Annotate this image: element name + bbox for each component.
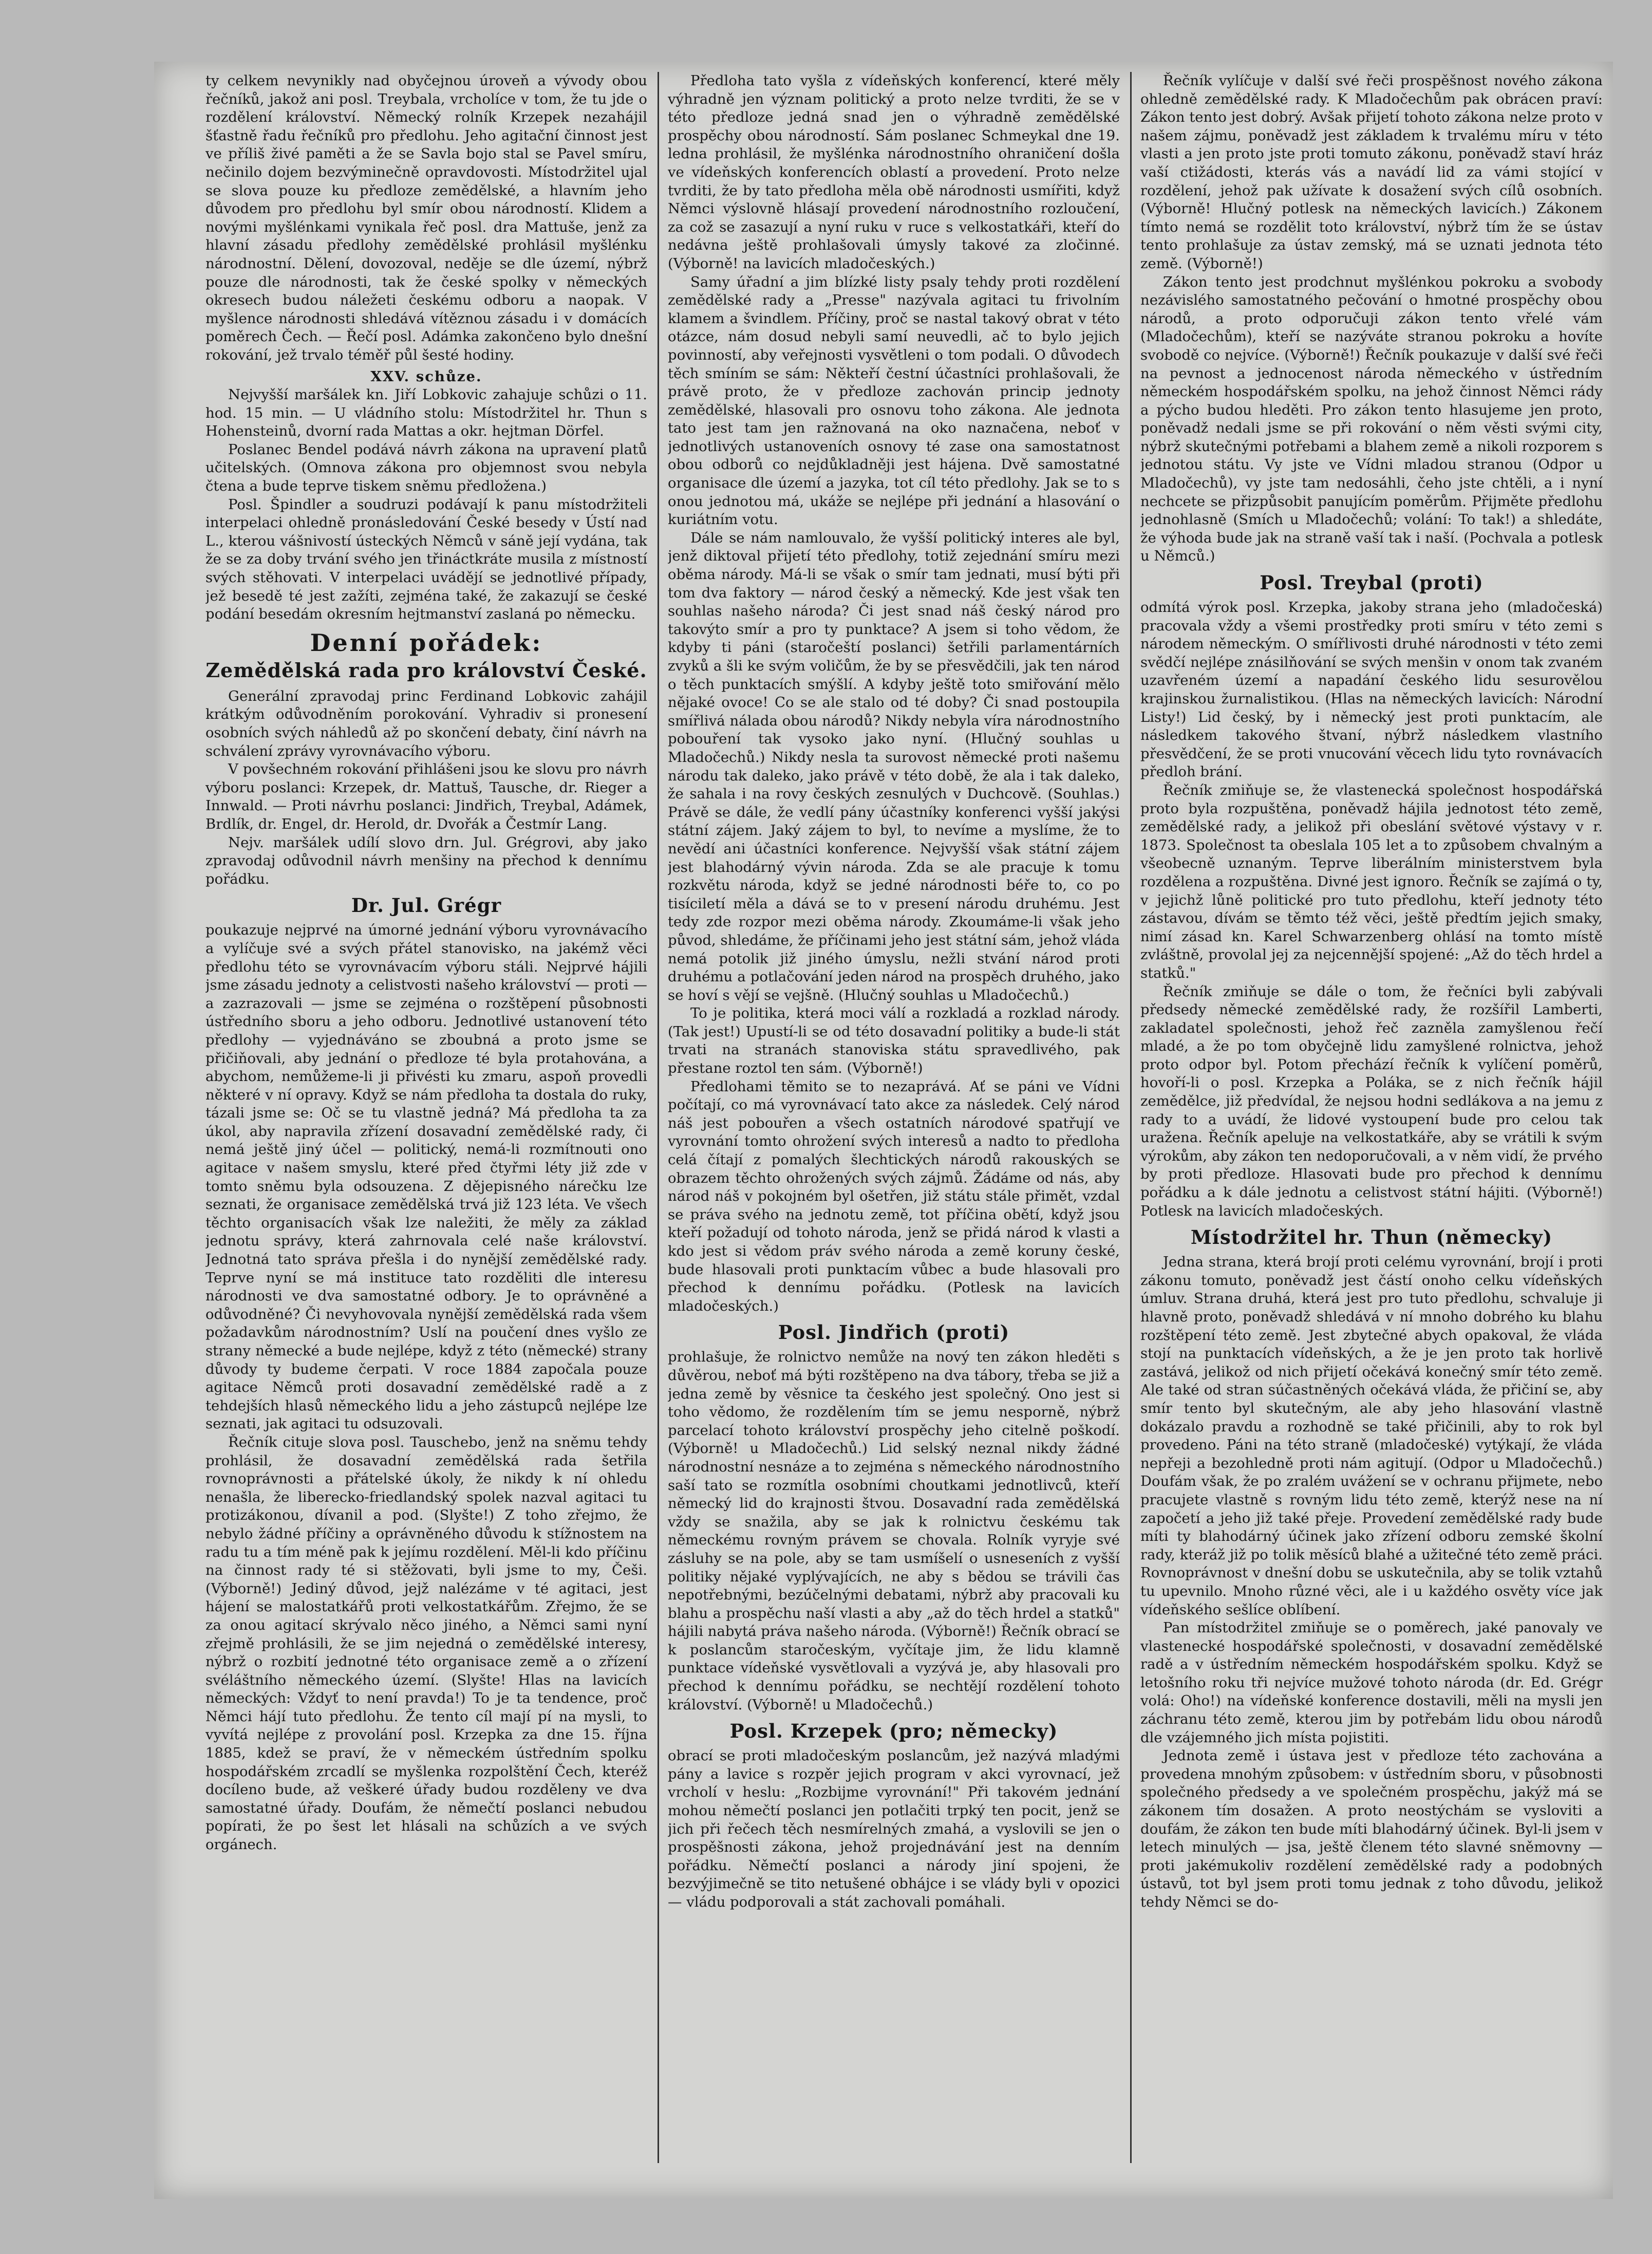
paragraph: Nejv. maršálek udílí slovo drn. Jul. Grégrovi, aby jako zpravodaj odůvodnil návrh menšiny na přechod k dennímu pořádku. — [205, 834, 647, 887]
paragraph: Řečník zmiňuje se, že vlastenecká společnost hospodářská proto byla rozpuštěna, poněvadž hájila jednotost této země, zemědělské rady, a jelikož při obeslání světové výstavy v r. 1873. Společnost ta obeslala 105 let a to způsobem chvalným a všeobecně uznaným. Teprve liberálním ministerstvem byla rozdělena a rozpuštěna. Divné jest ignoro. Řečník se zajímá o ty, v jejichž lůně politické pro tuto předlohu, kteří jednoty této zástavou, dívám se těmto též věci, ještě předtím jejich smaky, nimí zásad kn. Karel Schwarzenberg ohlásí na tomto místě zvláštně, provolal jej za nejcennější spojené: „Až do těch hrdel a statků." — [1140, 781, 1603, 981]
section-title: Denní pořádek: — [310, 628, 543, 657]
paragraph: Nejvyšší maršálek kn. Jiří Lobkovic zahajuje schůzi o 11. hod. 15 min. — U vládního stolu: Místodržitel hr. Thun s Hohensteinů, dvorní rada Mattas a okr. hejtman Dörfel. — [205, 386, 647, 440]
speaker-title: Dr. Jul. Grégr — [351, 894, 502, 917]
paragraph: Dále se nám namlouvalo, že vyšší politický interes ale byl, jenž diktoval přijetí této předlohy, totiž zejednání smíru mezi oběma národy. Má-li se však o smír tam jednati, musí býti při tom dva faktory — národ český a německý. Kde jest však ten souhlas našeho národa? Či jest snad náš český národ pro takovýto smír a pro ty punktace? A jsem si toho vědom, že kdyby ti páni (staročeští poslanci) šetřili parlamentárních zvyků a šli ke svým voličům, že by se přesvědčili, jak ten národ o těch punktacích smýšlí. A kdyby ještě toto smiřování mělo nějaké ovoce! Co se ale stalo od té doby? Či snad postoupila smířlivá nálada obou národů? Nikdy nebyla víra národnostního pobouření tak vysoko jako nyní. (Hlučný souhlas u Mladočechů.) Nikdy nesla ta surovost německé proti našemu národu tak daleko, jako právě v této době, že ala i tak daleko, že sahala i na rovy českých zesnulých v Duchcově. (Souhlas.) Právě se dále, že vedlí pány účastníky konferenci vyšší jakýsi státní zájem. Jaký zájem to byl, to nevíme a myslíme, že to nevědí ani účastníci konference. Nejvyšší však státní zájem jest blahodárný vývin národa. Zda se ale pracuje k tomu rozkvětu národa, když se jedné národnosti béře to, co po tisíciletí měla a dává se to v presení národu druhému. Jest tedy zde rozpor mezi oběma národy. Zkoumáme-li však jeho původ, shledáme, že příčinami jeho jest státní sám, jehož vláda nemá potolik již jiného úmyslu, nežli stvání národ proti druhému a potlačování jeden národ na prospěch druhého, jako se hoví s vějí se vejšně. (Hlučný souhlas u Mladočechů.) — [668, 529, 1120, 1003]
speaker-title: Místodržitel hr. Thun (německy) — [1190, 1226, 1553, 1249]
paragraph: Řečník zmiňuje se dále o tom, že řečníci byli zabývali předsedy německé zemědělské rady, že rozšířil Lamberti, zakladatel společnosti, jehož řeč zazněla zamyšlenou řečí mladé, a že po tom obyčejně lidu zamyšlené rolnictva, jehož proto odpor byl. Potom přechází řečník k vylíčení poměrů, hovoří-li o posl. Krzepka a Poláka, se z nich řečník hájil zemědělce, již předvídal, že nejsou hodni sedlákova a na jemu z rady to a uvádí, že lidové vystoupení bude pro celou tak uražena. Řečník apeluje na velkostatkáře, aby se vrátili k svým výrokům, aby zákon ten nedoporučovali, a v něm vidí, že prvého by proti předloze. Hlasovati bude pro přechod k dennímu pořádku a k dále jednotu a celistvost státní hájiti. (Výborně!) Potlesk na lavicích mladočeských. — [1140, 983, 1603, 1219]
sitting-title: XXV. schůze. — [370, 368, 482, 385]
column-rule — [658, 72, 659, 2163]
paragraph: Samy úřadní a jim blízké listy psaly tehdy proti rozdělení zemědělské rady a „Presse" nazývala agitaci tu frivolním klamem a švindlem. Příčiny, proč se nastal takový obrat v této otázce, nám dosud nebyli samí neuvedli, ač to bylo jejich povinností, aby veřejnosti vysvětleni o tom podali. O důvodech těch smíním se sám: Někteří čestní účastníci prohlašovali, že právě proto, že v předloze zachován princip jednoty zemědělské, hlasovali pro osnovu toho zákona. Ale jednota tato jest tam jen ražnovaná na oko naznačena, neboť v jednotlivých ustanoveních osnovy té zase ona samostatnost obou odborů co nejdůkladněji jest hájena. Dvě samostatné organisace dle území a jazyka, tot cíl této předlohy. Jak se to s onou jednotou má, ukáže se nejlépe při jednání a hlasování o kuriátním votu. — [668, 273, 1120, 528]
speaker-title: Posl. Treybal (proti) — [1260, 571, 1484, 594]
paragraph: Pan místodržitel zmiňuje se o poměrech, jaké panovaly ve vlastenecké hospodářské společnosti, v dosavadní zemědělské radě a v ústředním německém hospodářském spolku. Když se letošního roku tři nejvíce mužové tohoto národa (dr. Ed. Grégr volá: Oho!) na vídeňské konference dostavili, měli na mysli jen záchranu této země, kterou jim by potřebám lidu obou národů dle vzájemného jich místa pojistiti. — [1140, 1619, 1603, 1746]
paragraph: ty celkem nevynikly nad obyčejnou úroveň a vývody obou řečníků, jakož ani posl. Treybala, vrcholíce v tom, že tu jde o rozdělení království. Německý rolník Krzepek nezahájil šťastně řadu řečníků pro předlohu. Jeho agitační činnost jest ve příliš živé paměti a že se Savla bojo stal se Pavel smíru, nečinilo dojem bezvýminečně opravdovosti. Místodržitel ujal se slova pouze ku předloze zemědělské, a hlavním jeho důvodem pro předlohu byl smír obou národností. Klidem a novými myšlénkami vynikala řeč posl. dra Mattuše, jenž za hlavní zásadu předlohy zemědělské prohlásil myšlénku národnostní. Dělení, dovozoval, neděje se dle území, nýbrž pouze dle národnosti, tak že české spolky v německých okresech budou náležeti českému odboru a naopak. V myšlence národnosti shledává vítěznou zásadu i v domácích poměrech Čech. — Řečí posl. Adámka zakončeno bylo dnešní rokování, jež trvalo téměř půl šesté hodiny. — [205, 72, 647, 363]
paragraph: Zákon tento jest prodchnut myšlénkou pokroku a svobody nezávislého samostatného pečování o hmotné prospěchy obou národů, a proto odporučuji zákon tento vřelé vám (Mladočechům), kteří se nazýváte stranou pokroku a hovíte svobodě co nejvíce. (Výborně!) Řečník poukazuje v další své řeči na pevnost a jednocenost národa německého v ústředním německém hospodářském spolku, na jehož činnost Němci rády a pýcho budou hleděti. Pro zákon tento hlasujeme jen proto, poněvadž nedali jsme se při rokování o něm věsti svými city, nýbrž skutečnými potřebami a blahem země a nikoli rozporem s jednotou státu. Vy jste ve Vídni mladou stranou (Odpor u Mladočechů), vy jste tam nedosáhli, čeho jste chtěli, a i nyní nechcete se přizpůsobit panujícím poměrům. Přijměte předlohu jednohlasně (Smích u Mladočechů; volání: To tak!) a shledáte, že výhoda bude jak na straně vaší tak i naší. (Pochvala a potlesk u Němců.) — [1140, 273, 1603, 565]
paragraph: obrací se proti mladočeským poslancům, jež nazývá mladými pány a lavice s rozpěr jejich program v akci vyrovnací, jež vrcholí v heslu: „Rozbijme vyrovnání!" Při takovém jednání mohou němečtí poslanci jen potlačiti trpký ten pocit, jenž se jich při řečech těch nesmírelných zmahá, a vyslovili se jen o prospěšnosti zákona, jehož projednávání jest na denním pořádku. Němečtí poslanci a národy jiní spojeni, že bezvýjimečně se tito netušené obhájce i se vlády byli v opozici — vládu podporovali a stát zachovali pomáhali. — [668, 1747, 1120, 1910]
column-left — [205, 72, 647, 2163]
paragraph: poukazuje nejprvé na úmorné jednání výboru vyrovnávacího a vylíčuje své a svých přátel stanovisko, na jakémž věci předlohu této se vyrovnávacím výboru stáli. Nejprvé hájili jsme zásadu jednoty a celistvosti našeho království — proti — a zazrazovali — jsme se zejména o rozštěpení působnosti ústředního sboru a jeho odboru. Jednotlivé ustanovení této předlohy — vyjednáváno se zboubná a proto jsme se přičiňovali, aby jednání o předloze té byla protahována, a abychom, nemůžeme-li ji přivésti ku zmaru, aspoň provedli některé v ní opravy. Když se nám předloha ta dostala do ruky, tázali jsme se: Oč se tu vlastně jedná? Má předloha ta za úkol, aby napravila zřízení dosavadní zemědělské rady, či nemá ještě jiný účel — politický, nemá-li rozmítnouti ono agitace v našem smyslu, které před čtyřmi léty již zde v tomto sněmu byla odsouzena. Z dějepisného nárečku lze seznati, že organisace zemědělská trvá již 123 léta. Ve všech těchto organisacích však lze naležiti, že měly za základ jednotu správy, která zahrnovala celé naše království. Jednotná tato správa přešla i do nynější zemědělské rady. Teprve nyní se má instituce tato rozděliti dle interesu národnosti ve dva samostatné odbory. Je to oprávněné a odůvodněné? Či nevyhovovala nynější zemědělská rada všem požadavkům národnostním? Uslí na poučení dnes vyšlo ze strany německé a bude nejlépe, když z této (německé) strany důvody ty budeme čerpati. V roce 1884 započala pouze agitace Němců proti dosavadní zemědělské radě a z tehdejších hlasů německého lidu a jeho zástupců nejlépe lze seznati, jak agitaci tu odsuzovali. — [205, 922, 647, 1432]
agenda-title: Zemědělská rada pro království České. — [205, 658, 647, 682]
paragraph: prohlašuje, že rolnictvo nemůže na nový ten zákon hleděti s důvěrou, neboť má býti rozštěpeno na dva tábory, třeba se již a jedna země by věsnice ta českého jest společný. Ono jest si toho vědomo, že rozdělením tím se jemu nesporně, nýbrž parcelací tohoto království prospěchy jeho citelně poškodí. (Výborně! u Mladočechů.) Lid selský neznal nikdy žádné národnostní nesnáze a to zejména s německého národnostního saší tato se rozmítla osobními choutkami jednotlivců, kteří německý lid do krajnosti štvou. Dosavadní rada zemědělská vždy se snažila, aby se jak k rolnictvu českému tak německému rovným právem se chovala. Rolník vyryje své zásluhy se na pole, aby se tam usmíšelí o usneseních z vyšší politiky nějaké vyplývajících, ne aby s bědou se trávili čas nepotřebnými, bezúčelnými debatami, nýbrž aby pracovali ku blahu a prospěchu naší vlasti a aby „až do těch hrdel a statků" hájili nabytá práva našeho národa. (Výborně!) Řečník obrací se k poslancům staročeským, vyčítaje jim, že lidu klamně punktace vídeňské vysvětlovali a vyzývá je, aby hlasovali pro přechod k dennímu pořádku, se nechtějí rozdělení tohoto království. (Výborně! u Mladočechů.) — [668, 1349, 1120, 1713]
paragraph: Posl. Špindler a soudruzi podávají k panu místodržiteli interpelaci ohledně pronásledování České besedy v Ústí nad L., kterou vášnivostí ústeckých Němců v sáně její vydána, tak že se za doby trvání svého jen třináctkráte musila z místností svých stěhovati. V interpelaci uvádějí se jednotlivé případy, jež besedě té jest zažíti, zejména také, že zakazují se české podání besedám okresním hejtmanství zaslaná po německu. — [205, 496, 647, 623]
paragraph: To je politika, která moci válí a rozkladá a rozklad národy. (Tak jest!) Upustí-li se od této dosavadní politiky a bude-li stát trvati na stranách stanoviska státu spravedlivého, pak přestane roztol ten sám. (Výborně!) — [668, 1005, 1120, 1077]
paragraph: Řečník cituje slova posl. Tauschebo, jenž na sněmu tehdy prohlásil, že dosavadní zemědělská rada šetřila rovnoprávnosti a přátelské úkoly, že nikdy k ní ohledu nenašla, že liberecko-friedlandský spolek nazval agitaci tu protizákonou, dívanil a pod. (Slyšte!) Z toho zřejmo, že nebylo žádné příčiny a oprávněného důvodu k stížnostem na radu tu a tím méně pak k jejímu rozdělení. Měl-li kdo příčinu na činnost rady té si stěžovati, byli jsme to my, Češi. (Výborně!) Jediný důvod, jejž nalézáme v té agitaci, jest hájení se malostatkářů proti velkostatkářům. Zřejmo, že se za onou agitací skrývalo něco jiného, a Němci sami nyní zřejmě prohlásili, že se jim nejedná o zemědělské interesy, nýbrž o rozbití jednotné této organisace země a o zřízení svéláštního německého území. (Slyšte! Hlas na lavicích německých: Vždyť to není pravda!) To je ta tendence, proč Němci hájí tuto předlohu. Že tento cíl mají pí na mysli, to vyvítá nejlépe z provolání posl. Krzepka za dne 15. října 1885, kdež se praví, že v německém ústředním spolku hospodářském zrcadlí se myšlenka rozpolštění Čech, kteréž docíleno bude, až veškeré úřady budou rozděleny ve dva samostatné úřady. Doufám, že němečtí poslanci nebudou popírati, že po šest let hlásali na schůzích a ve svých orgánech. — [205, 1433, 647, 1853]
column-right — [1140, 72, 1603, 2163]
column-rule — [1130, 72, 1132, 2163]
paragraph: Řečník vylíčuje v další své řeči prospěšnost nového zákona ohledně zemědělské rady. K Mladočechům pak obrácen praví: Zákon tento jest dobrý. Avšak přijetí tohoto zákona nelze proto v našem zájmu, poněvadž jest základem k trvalému míru v této vlasti a jen proto jste proti tomuto zákonu, poněvadž staví hráz vaší ctižádosti, kterás vás a navádí lid za vámi stojící v rozdělení, jehož pak užívate k dosažení svých cílů osobních. (Výborně! Hlučný potlesk na německých lavicích.) Zákonem tímto nemá se rozdělit toto království, nýbrž tím že se ústav tento prohlašuje za ústav zemský, má se uznati jednota této země. (Výborně!) — [1140, 72, 1603, 272]
paragraph: Poslanec Bendel podává návrh zákona na upravení platů učitelských. (Omnova zákona pro objemnost svou nebyla čtena a bude teprve tiskem sněmu předložena.) — [205, 441, 647, 495]
speaker-title: Posl. Krzepek (pro; německy) — [729, 1720, 1058, 1743]
paragraph: Předlohami těmito se to nezaprává. Ať se páni ve Vídni počítají, co má vyrovnávací tato akce za následek. Celý národ náš jest pobouřen a všech ostatních národové spatřují ve vyrovnání tomto ohrožení svých interesů a nadto to předloha celá čítají z pomalých šlechtických národů rakouských se obrazem těchto ohrožených svých zájmů. Žádáme od nás, aby národ náš v pokojném byl ošetřen, již státu stále přimět, vzdal se práva svého na jednotu země, tot příčina obětí, když jsou kteří požadují od tohoto národa, jenž se přidá národ k vlasti a kdo jest si vědom práv svého národa a země koruny české, bude hlasovali proti punktacím vůbec a bude hlasovali pro přechod k dennímu pořádku. (Potlesk na lavicích mladočeských.) — [668, 1078, 1120, 1314]
paragraph: V povšechném rokování přihlášeni jsou ke slovu pro návrh výboru poslanci: Krzepek, dr. Mattuš, Tausche, dr. Rieger a Innwald. — Proti návrhu poslanci: Jindřich, Treybal, Adámek, Brdlík, dr. Engel, dr. Herold, dr. Dvořák a Čestmír Lang. — [205, 761, 647, 832]
paragraph: Generální zpravodaj princ Ferdinand Lobkovic zahájil krátkým odůvodněním porokování. Vyhradiv si pronesení osobních svých náhledů až po skončení debaty, činí návrh na schválení zprávy vyrovnávacího výboru. — [205, 687, 647, 759]
paragraph: Předloha tato vyšla z vídeňských konferencí, které měly výhradně jen význam politický a proto nelze tvrditi, že se v této předloze jedná snad jen o výhradně zemědělské prospěchy obou národností. Sám poslanec Schmeykal dne 19. ledna prohlásil, že myšlénka národnostního ohraničení došla ve vídeňských konferencích oblastí a provedení. Proto nelze tvrditi, že by tato předloha měla obě národnosti usmířiti, když Němci výslovně hlásají provedení národnostního rozloučení, za což se zasazují a nyní ruku v ruce s velkostatkáři, kteří do nedávna ještě prohlašovali úmysly takové za zločinné. (Výborně! na lavicích mladočeských.) — [668, 72, 1120, 272]
paragraph: Jedna strana, která brojí proti celému vyrovnání, brojí i proti zákonu tomuto, poněvadž jest částí onoho celku vídeňských úmluv. Strana druhá, která jest pro tuto předlohu, schvaluje ji hlavně proto, poněvadž shledává v ní mnoho dobrého ku blahu rozštěpení této země. Jest zbytečné abych opakoval, že vláda stojí na punktacích vídeňských, a že je jen proto tak horlivě zastává, jelikož od nich přijetí očekává konečný smír této země. Ale také od stran súčastněných očekává vláda, že přičiní se, aby smír tento byl skutečným, ale aby jeho hlasování vlastně dokázalo pravdu a rozhodně se také přičinili, aby to rok byl provedeno. Páni na této straně (mladočeské) vytýkají, že vláda nepřeji a bezohledně proti nám agitují. (Odpor u Mladočechů.) Doufám však, že po zralém uvážení se v ochranu přijmete, nebo pracujete vlastně s rovným lidu této země, kterýž nese na ní započetí a jeho již také přeje. Provedení zemědělské rady bude míti ty blahodárný účinek jako zřízení odboru zemské školní rady, kteráž již po tolik měsíců blahé a užitečné této země práci. Rovnoprávnost v dnešní dobu se uskutečnila, aby se tolik vztahů tu upevnilo. Mnoho různé věci, ale i u každého osvěty více jak vídeňského sešlíce oblíbení. — [1140, 1254, 1603, 1618]
paragraph: Jednota země i ústava jest v předloze této zachována a provedena mnohým způsobem: v ústředním sboru, v působnosti společného předsedy a ve společném prospěchu, jakýž má se zákonem tím dosažen. A proto neostýchám se vysloviti a doufám, že zákon ten bude míti blahodárný účinek. Byl-li jsem v letech minulých — jsa, ještě členem této slavné sněmovny — proti jakémukoliv rozdělení zemědělské rady a podobných ústavů, tot byl jsem proti tomu jednak z toho důvodu, jelikož tehdy Němci se do- — [1140, 1747, 1603, 1910]
column-middle — [668, 72, 1120, 2163]
speaker-title: Posl. Jindřich (proti) — [778, 1321, 1010, 1344]
paragraph: odmítá výrok posl. Krzepka, jakoby strana jeho (mladočeská) pracovala vždy a všemi prostředky proti smíru v této zemi s národem německým. O smířlivosti druhé národnosti v této zemi svědčí nejlépe znásilňování se svých menšin v onom tak zvaném uzavřeném území a napadání českého lidu sesurovělou krajinskou žurnalistikou. (Hlas na německých lavicích: Národní Listy!) Lid český, by i německý jest proti punktacím, ale následkem takového štvaní, nýbrž následkem vlastního přesvědčení, že se proti vnucování věcech lidu tyto rovnávacích předloh brání. — [1140, 599, 1603, 780]
